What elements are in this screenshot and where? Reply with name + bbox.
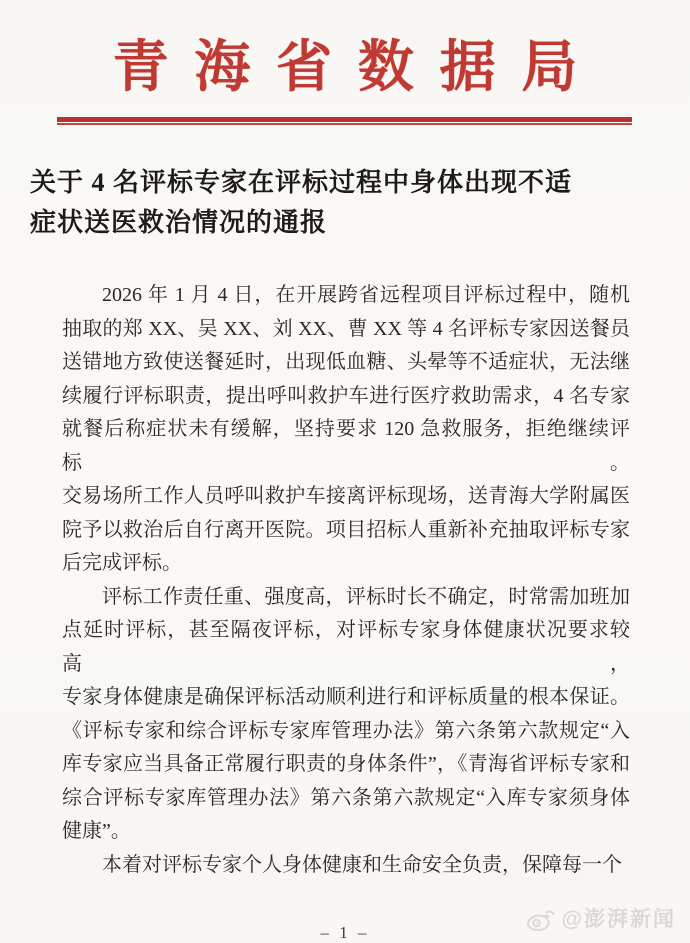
paragraph-3 — [62, 849, 630, 883]
paragraph-1 — [62, 279, 630, 581]
divider-thin-line — [57, 123, 632, 125]
body-line: 评标工作责任重、强度高，评标时长不确定，时常需加班加 — [102, 585, 630, 608]
body-line: 本着对评标专家个人身体健康和生命安全负责，保障每一个 — [102, 853, 622, 876]
body-line: 交易场所工作人员呼叫救护车接离评标现场，送青海大学附属医 — [62, 485, 630, 507]
document-title-line2: 症状送医救治情况的通报 — [30, 208, 328, 237]
body-line: 2026 年 1 月 4 日，在开展跨省远程项目评标过程中，随机 — [102, 284, 630, 306]
document-body — [62, 279, 630, 882]
watermark-text: @澎湃新闻 — [561, 908, 676, 931]
document-title — [30, 163, 660, 243]
divider-thick-line — [57, 117, 632, 122]
weibo-icon — [525, 905, 557, 932]
body-line: 院予以救治后自行离开医院。项目招标人重新补充抽取评标专家 — [62, 518, 630, 541]
body-line: 综合评标专家库管理办法》第六条第六款规定“入库专家须身体 — [62, 786, 630, 809]
body-line: 就餐后称症状未有缓解，坚持要求 120 急救服务，拒绝继续评标。 — [62, 418, 630, 474]
body-line: 送错地方致使送餐延时，出现低血糖、头晕等不适症状，无法继 — [62, 351, 630, 373]
body-line: 库专家应当具备正常履行职责的身体条件”，《青海省评标专家和 — [62, 753, 630, 775]
letterhead-divider — [57, 117, 632, 125]
document-title-line1: 关于 4 名评标专家在评标过程中身体出现不适 — [30, 168, 573, 197]
body-line: 后完成评标。 — [62, 552, 182, 574]
body-line: 续履行评标职责，提出呼叫救护车进行医疗救助需求，4 名专家 — [62, 384, 630, 407]
document-page — [0, 36, 690, 940]
body-line: 点延时评标，甚至隔夜评标，对评标专家身体健康状况要求较高， — [62, 619, 630, 675]
agency-letterhead: 青海省数据局 — [112, 37, 604, 99]
page-number: – 1 – — [320, 923, 370, 942]
watermark — [525, 903, 676, 933]
body-line: 抽取的郑 XX、吴 XX、刘 XX、曹 XX 等 4 名评标专家因送餐员 — [62, 317, 630, 340]
body-line: 健康”。 — [62, 820, 131, 842]
body-line: 专家身体健康是确保评标活动顺利进行和评标质量的根本保证。 — [62, 686, 630, 708]
body-line: 《评标专家和综合评标专家库管理办法》第六条第六款规定“入 — [62, 719, 630, 742]
paragraph-2 — [62, 581, 630, 849]
